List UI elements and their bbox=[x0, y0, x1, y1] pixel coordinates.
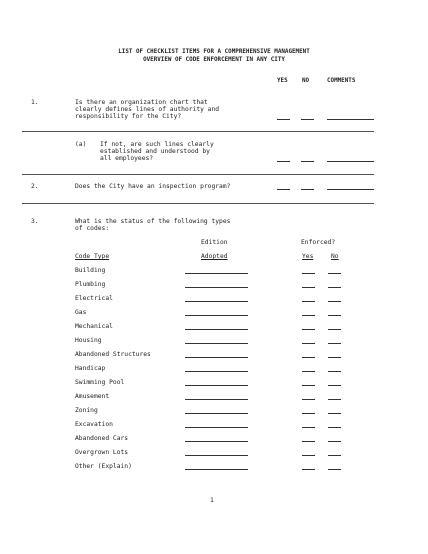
document-title-line-2: OVERVIEW OF CODE ENFORCEMENT IN ANY CITY bbox=[143, 57, 285, 63]
enforced-yes-blank[interactable] bbox=[302, 385, 315, 386]
enforced-no-blank[interactable] bbox=[328, 385, 341, 386]
question-1a-text-line-1: If not, are such lines clearly bbox=[100, 141, 214, 148]
question-1a-number: (a) bbox=[75, 141, 87, 148]
enforced-yes-blank[interactable] bbox=[302, 273, 315, 274]
question-2-number: 2. bbox=[31, 183, 39, 190]
question-2-no-blank[interactable] bbox=[301, 189, 314, 190]
code-type-label: Amusement bbox=[75, 393, 110, 400]
enforced-yes-blank[interactable] bbox=[302, 343, 315, 344]
edition-label: Edition bbox=[201, 239, 228, 246]
document-title-line-1: LIST OF CHECKLIST ITEMS FOR A COMPREHENSIVE MANAGEMENT bbox=[118, 49, 310, 55]
enforced-no-blank[interactable] bbox=[328, 343, 341, 344]
code-type-label: Overgrown Lots bbox=[75, 449, 129, 456]
code-type-label: Housing bbox=[75, 337, 102, 344]
enforced-yes-blank[interactable] bbox=[302, 301, 315, 302]
question-1a-no-blank[interactable] bbox=[301, 161, 314, 162]
divider bbox=[22, 131, 374, 132]
question-1-text-line-1: Is there an organization chart that bbox=[75, 99, 208, 106]
adopted-header: Adopted bbox=[201, 253, 228, 260]
enforced-no-blank[interactable] bbox=[328, 371, 341, 372]
divider bbox=[22, 174, 374, 175]
divider bbox=[22, 203, 374, 204]
edition-adopted-blank[interactable] bbox=[185, 371, 248, 372]
question-2-yes-blank[interactable] bbox=[277, 189, 290, 190]
question-1-text-line-3: responsibility for the City? bbox=[75, 113, 182, 120]
enforced-yes-blank[interactable] bbox=[302, 455, 315, 456]
enforced-no-blank[interactable] bbox=[328, 413, 341, 414]
question-1a-text-line-2: established and understood by bbox=[100, 148, 210, 155]
enforced-no-blank[interactable] bbox=[328, 273, 341, 274]
enforced-yes-header: Yes bbox=[302, 253, 314, 260]
code-type-label: Mechanical bbox=[75, 323, 113, 330]
question-1a-text-line-3: all employees? bbox=[100, 155, 154, 162]
enforced-yes-blank[interactable] bbox=[302, 371, 315, 372]
question-1a-yes-blank[interactable] bbox=[277, 161, 290, 162]
edition-adopted-blank[interactable] bbox=[185, 343, 248, 344]
enforced-yes-blank[interactable] bbox=[302, 441, 315, 442]
enforced-yes-blank[interactable] bbox=[302, 329, 315, 330]
enforced-label: Enforced? bbox=[301, 239, 336, 246]
enforced-yes-blank[interactable] bbox=[302, 315, 315, 316]
no-column-header: NO bbox=[302, 78, 310, 84]
enforced-yes-blank[interactable] bbox=[302, 357, 315, 358]
question-3-text-line-1: What is the status of the following types bbox=[75, 218, 231, 225]
edition-adopted-blank[interactable] bbox=[185, 427, 248, 428]
edition-adopted-blank[interactable] bbox=[185, 273, 248, 274]
edition-adopted-blank[interactable] bbox=[185, 385, 248, 386]
question-1a-comments-blank[interactable] bbox=[327, 161, 374, 162]
question-1-number: 1. bbox=[31, 99, 39, 106]
edition-adopted-blank[interactable] bbox=[185, 455, 248, 456]
code-type-label: Swimming Pool bbox=[75, 379, 125, 386]
code-type-label: Handicap bbox=[75, 365, 106, 372]
code-type-label: Excavation bbox=[75, 421, 113, 428]
enforced-no-blank[interactable] bbox=[328, 287, 341, 288]
question-3-text-line-2: of codes: bbox=[75, 225, 110, 232]
enforced-yes-blank[interactable] bbox=[302, 469, 315, 470]
edition-adopted-blank[interactable] bbox=[185, 301, 248, 302]
edition-adopted-blank[interactable] bbox=[185, 469, 248, 470]
code-type-label: Building bbox=[75, 267, 106, 274]
code-type-label: Zoning bbox=[75, 407, 98, 414]
enforced-no-blank[interactable] bbox=[328, 427, 341, 428]
edition-adopted-blank[interactable] bbox=[185, 287, 248, 288]
code-type-label: Plumbing bbox=[75, 281, 106, 288]
code-type-label: Electrical bbox=[75, 295, 113, 302]
edition-adopted-blank[interactable] bbox=[185, 357, 248, 358]
enforced-yes-blank[interactable] bbox=[302, 413, 315, 414]
enforced-no-blank[interactable] bbox=[328, 441, 341, 442]
code-type-label: Gas bbox=[75, 309, 87, 316]
yes-column-header: YES bbox=[277, 78, 288, 84]
page-number: 1 bbox=[210, 497, 214, 504]
edition-adopted-blank[interactable] bbox=[185, 315, 248, 316]
enforced-no-blank[interactable] bbox=[328, 469, 341, 470]
code-type-label: Other (Explain) bbox=[75, 463, 132, 470]
question-2-comments-blank[interactable] bbox=[327, 189, 374, 190]
edition-adopted-blank[interactable] bbox=[185, 441, 248, 442]
edition-adopted-blank[interactable] bbox=[185, 329, 248, 330]
question-1-text-line-2: clearly defines lines of authority and bbox=[75, 106, 220, 113]
enforced-no-blank[interactable] bbox=[328, 301, 341, 302]
enforced-no-blank[interactable] bbox=[328, 315, 341, 316]
question-2-text: Does the City have an inspection program? bbox=[75, 183, 231, 190]
enforced-no-blank[interactable] bbox=[328, 455, 341, 456]
enforced-yes-blank[interactable] bbox=[302, 427, 315, 428]
code-type-label: Abandoned Cars bbox=[75, 435, 129, 442]
comments-column-header: COMMENTS bbox=[327, 78, 356, 84]
code-type-header: Code Type bbox=[75, 253, 110, 260]
enforced-no-blank[interactable] bbox=[328, 357, 341, 358]
enforced-no-blank[interactable] bbox=[328, 399, 341, 400]
question-1-comments-blank[interactable] bbox=[327, 119, 374, 120]
edition-adopted-blank[interactable] bbox=[185, 399, 248, 400]
enforced-yes-blank[interactable] bbox=[302, 287, 315, 288]
enforced-no-header: No bbox=[331, 253, 339, 260]
question-1-no-blank[interactable] bbox=[301, 119, 314, 120]
edition-adopted-blank[interactable] bbox=[185, 413, 248, 414]
enforced-yes-blank[interactable] bbox=[302, 399, 315, 400]
code-type-label: Abandoned Structures bbox=[75, 351, 151, 358]
question-3-number: 3. bbox=[31, 218, 39, 225]
question-1-yes-blank[interactable] bbox=[277, 119, 290, 120]
enforced-no-blank[interactable] bbox=[328, 329, 341, 330]
